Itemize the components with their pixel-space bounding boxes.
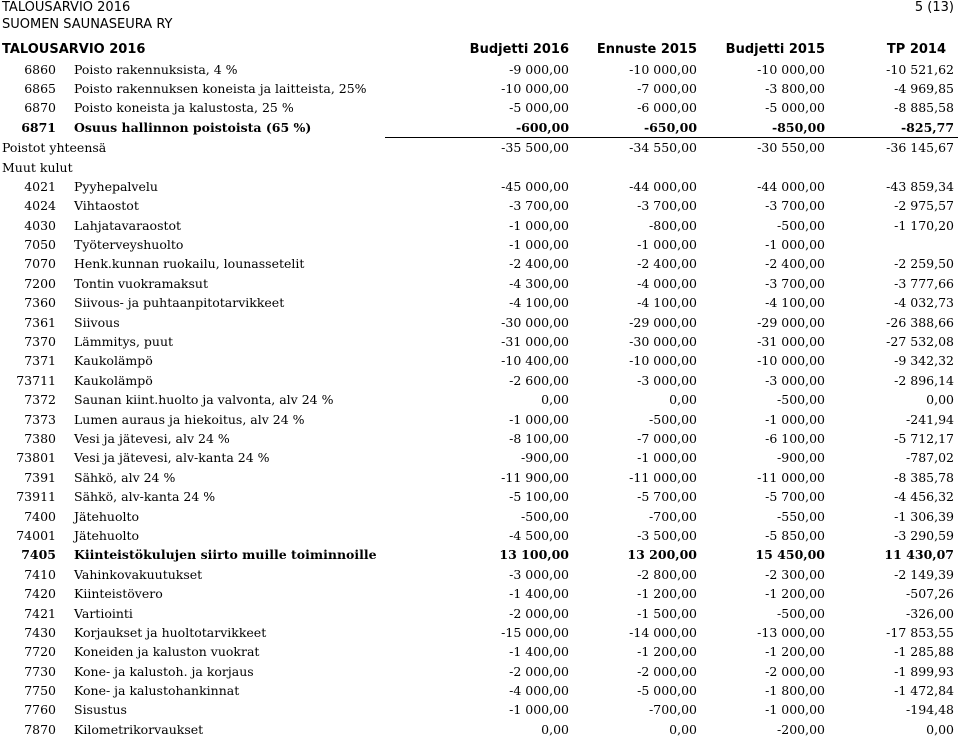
account-name: Kilometrikorvaukset [74,721,204,737]
table-row [0,157,958,176]
table-row [0,332,958,351]
cell-tp-2014: -8 885,58 [894,100,955,116]
cell-tp-2014: -326,00 [906,605,955,621]
cell-ennuste-2015: -2 000,00 [637,663,698,679]
cell-budjetti-2016: -3 700,00 [509,198,570,214]
cell-budjetti-2015: -850,00 [699,118,827,138]
account-code: 7720 [24,644,56,660]
account-code: 74001 [16,527,56,543]
cell-budjetti-2015: -3 700,00 [765,198,826,214]
table-row [0,390,958,409]
table-row [0,59,958,78]
table-row [0,603,958,622]
cell-tp-2014: -1 899,93 [894,663,955,679]
section-label: Muut kulut [2,159,73,175]
table-row [0,371,958,390]
account-code: 7430 [24,624,56,640]
table-row [0,429,958,448]
cell-budjetti-2016: -2 000,00 [509,605,570,621]
table-row [0,565,958,584]
account-name: Saunan kiint.huolto ja valvonta, alv 24 % [74,392,334,408]
cell-budjetti-2015: -6 100,00 [765,431,826,446]
cell-budjetti-2016: -1 000,00 [509,217,570,233]
account-code: 7380 [24,431,56,446]
cell-ennuste-2015: -11 000,00 [629,469,698,485]
cell-tp-2014: -5 712,17 [894,431,955,446]
account-name: Lahjatavaraostot [74,217,182,233]
table-row [0,137,958,157]
cell-budjetti-2015: -5 000,00 [765,100,826,116]
cell-ennuste-2015: -44 000,00 [629,178,698,194]
organization-name: SUOMEN SAUNASEURA RY [2,17,173,32]
cell-budjetti-2016: -1 400,00 [509,644,570,660]
account-code: 6860 [24,61,56,77]
cell-budjetti-2016: -1 000,00 [509,411,570,427]
account-name: Kone- ja kalustoh. ja korjaus [74,663,254,679]
account-name: Henk.kunnan ruokailu, lounassetelit [74,256,305,272]
cell-budjetti-2016: -4 500,00 [509,527,570,543]
account-name: Kiinteistövero [74,586,163,602]
cell-budjetti-2016: -8 100,00 [509,431,570,446]
cell-budjetti-2016: -500,00 [521,508,570,524]
account-name: Poisto rakennuksen koneista ja laitteista, 25% [74,80,367,96]
table-row [0,720,958,739]
account-name: Vesi ja jätevesi, alv-kanta 24 % [74,450,270,466]
cell-budjetti-2015: -5 700,00 [765,489,826,505]
cell-budjetti-2016: -600,00 [385,118,571,138]
cell-ennuste-2015: -3 500,00 [637,527,698,543]
table-row [0,584,958,603]
cell-budjetti-2016: -5 100,00 [509,489,570,505]
account-code: 7370 [24,334,56,350]
account-name: Sähkö, alv 24 % [74,469,176,485]
account-name: Korjaukset ja huoltotarvikkeet [74,624,267,640]
account-name: Siivous [74,314,120,330]
cell-budjetti-2015: -550,00 [777,508,826,524]
account-code: 7870 [24,721,56,737]
account-name: Työterveyshuolto [74,237,184,253]
cell-budjetti-2015: -44 000,00 [757,178,826,194]
cell-ennuste-2015: -5 000,00 [637,683,698,699]
cell-tp-2014: -1 170,20 [894,217,955,233]
column-header-budjetti-2016: Budjetti 2016 [469,42,570,58]
empty-cell [385,157,958,176]
cell-ennuste-2015: -700,00 [649,702,698,718]
account-name: Pyyhepalvelu [74,178,158,194]
table-row [0,177,958,196]
cell-budjetti-2015: -4 100,00 [765,295,826,311]
cell-budjetti-2016: -4 100,00 [509,295,570,311]
cell-tp-2014: -27 532,08 [886,334,955,350]
account-name: Kone- ja kalustohankinnat [74,683,240,699]
cell-tp-2014: -4 969,85 [894,80,955,96]
cell-tp-2014: -8 385,78 [894,469,955,485]
cell-budjetti-2015: -1 800,00 [765,683,826,699]
cell-budjetti-2015: -1 000,00 [765,702,826,718]
cell-budjetti-2016: -35 500,00 [501,140,570,156]
cell-budjetti-2015: -2 000,00 [765,663,826,679]
cell-budjetti-2015: -13 000,00 [757,624,826,640]
cell-ennuste-2015: 0,00 [669,392,698,408]
cell-ennuste-2015: 0,00 [669,721,698,737]
cell-ennuste-2015: -3 700,00 [637,198,698,214]
cell-budjetti-2015: -900,00 [777,450,826,466]
cell-budjetti-2015: -1 200,00 [765,644,826,660]
cell-budjetti-2015: -500,00 [777,392,826,408]
account-name: Poisto koneista ja kalustosta, 25 % [74,100,294,116]
cell-ennuste-2015: -5 700,00 [637,489,698,505]
cell-ennuste-2015: -2 400,00 [637,256,698,272]
table-row [0,274,958,293]
account-name: Vahinkovakuutukset [74,566,203,582]
table-row [0,79,958,98]
account-code: 7050 [24,237,56,253]
cell-budjetti-2016: 13 100,00 [499,547,570,563]
cell-tp-2014: -3 290,59 [894,527,955,543]
cell-ennuste-2015: -14 000,00 [629,624,698,640]
cell-budjetti-2016: -1 000,00 [509,237,570,253]
account-code: 4024 [24,198,56,214]
cell-tp-2014: 0,00 [926,392,955,408]
account-code: 7373 [24,411,56,427]
cell-budjetti-2015: -200,00 [777,721,826,737]
budget-table [0,40,958,739]
cell-ennuste-2015: -1 200,00 [637,644,698,660]
table-row [0,196,958,215]
cell-tp-2014: -2 149,39 [894,566,955,582]
cell-tp-2014: -17 853,55 [886,624,955,640]
cell-budjetti-2016: -900,00 [521,450,570,466]
cell-tp-2014: -9 342,32 [894,353,955,369]
cell-budjetti-2016: -2 000,00 [509,663,570,679]
cell-tp-2014: -787,02 [906,450,955,466]
account-code: 7410 [24,566,56,582]
account-code: 7760 [24,702,56,718]
cell-budjetti-2015: -3 000,00 [765,372,826,388]
document-title: TALOUSARVIO 2016 [2,0,131,15]
account-name: Sisustus [74,702,127,718]
account-code: 4030 [24,217,56,233]
cell-budjetti-2016: -9 000,00 [509,61,570,77]
cell-ennuste-2015: -1 200,00 [637,586,698,602]
cell-tp-2014: -825,77 [827,118,958,138]
account-name: Tontin vuokramaksut [74,275,208,291]
table-row [0,216,958,235]
cell-ennuste-2015: -10 000,00 [629,61,698,77]
cell-tp-2014: -26 388,66 [886,314,955,330]
cell-budjetti-2016: -31 000,00 [501,334,570,350]
cell-budjetti-2015: -2 300,00 [765,566,826,582]
table-row [0,254,958,273]
cell-budjetti-2016: -5 000,00 [509,100,570,116]
cell-ennuste-2015: -4 000,00 [637,275,698,291]
table-body [0,59,958,739]
account-code: 7200 [24,275,56,291]
cell-budjetti-2015: -11 000,00 [757,469,826,485]
account-name: Koneiden ja kaluston vuokrat [74,644,260,660]
cell-ennuste-2015: -7 000,00 [637,431,698,446]
account-code: 6871 [21,120,56,135]
table-row [0,681,958,700]
cell-budjetti-2015: -10 000,00 [757,353,826,369]
cell-budjetti-2016: -2 600,00 [509,372,570,388]
cell-ennuste-2015: -34 550,00 [629,140,698,156]
cell-ennuste-2015: -29 000,00 [629,314,698,330]
cell-ennuste-2015: -6 000,00 [637,100,698,116]
cell-budjetti-2015: -1 000,00 [765,411,826,427]
cell-budjetti-2016: -4 000,00 [509,683,570,699]
cell-tp-2014: -4 032,73 [894,295,955,311]
cell-budjetti-2016: -45 000,00 [501,178,570,194]
table-row [0,623,958,642]
account-code: 7405 [21,547,56,563]
account-code: 7372 [24,392,56,408]
account-name: Osuus hallinnon poistoista (65 %) [74,120,312,135]
account-name: Vihtaostot [74,198,139,214]
cell-tp-2014: -2 975,57 [894,198,955,214]
cell-budjetti-2015: -10 000,00 [757,61,826,77]
table-row [0,487,958,506]
cell-tp-2014: -43 859,34 [886,178,955,194]
cell-ennuste-2015: -650,00 [571,118,699,138]
cell-budjetti-2016: -11 900,00 [501,469,570,485]
account-code: 73911 [16,489,56,505]
cell-budjetti-2016: -1 000,00 [509,702,570,718]
cell-budjetti-2015: -500,00 [777,217,826,233]
table-row [0,409,958,428]
column-header-title: TALOUSARVIO 2016 [2,42,146,58]
cell-ennuste-2015: -2 800,00 [637,566,698,582]
cell-ennuste-2015: 13 200,00 [627,547,698,563]
cell-tp-2014: -1 285,88 [894,644,955,660]
cell-budjetti-2016: -10 400,00 [501,353,570,369]
cell-ennuste-2015: -10 000,00 [629,353,698,369]
cell-budjetti-2015: -1 200,00 [765,586,826,602]
cell-ennuste-2015: -1 000,00 [637,237,698,253]
table-row [0,235,958,254]
cell-budjetti-2015: -500,00 [777,605,826,621]
column-header-tp-2014: TP 2014 [886,42,947,58]
cell-ennuste-2015: -30 000,00 [629,334,698,350]
table-row [0,351,958,370]
table-row [0,662,958,681]
table-row [0,312,958,331]
cell-tp-2014: -3 777,66 [894,275,955,291]
account-name: Kaukolämpö [74,353,153,369]
cell-budjetti-2016: -10 000,00 [501,80,570,96]
table-row [0,545,958,564]
account-name: Kiinteistökulujen siirto muille toiminnoille [74,547,377,563]
cell-tp-2014: -2 259,50 [894,256,955,272]
cell-budjetti-2015: -31 000,00 [757,334,826,350]
account-code: 7730 [24,663,56,679]
cell-ennuste-2015: -4 100,00 [637,295,698,311]
cell-budjetti-2015: -29 000,00 [757,314,826,330]
cell-tp-2014: -241,94 [906,411,955,427]
column-header-budjetti-2015: Budjetti 2015 [725,42,826,58]
table-row [0,506,958,525]
table-row [0,700,958,719]
cell-budjetti-2015: -1 000,00 [765,237,826,253]
account-code: 7391 [24,469,56,485]
account-code: 7371 [24,353,56,369]
table-row [0,642,958,661]
cell-tp-2014: -4 456,32 [894,489,955,505]
table-row [0,118,958,138]
account-code: 6870 [24,100,56,116]
cell-tp-2014: 11 430,07 [884,547,955,563]
cell-tp-2014: -507,26 [906,586,955,602]
cell-ennuste-2015: -1 500,00 [637,605,698,621]
account-name: Lämmitys, puut [74,334,174,350]
account-name: Vesi ja jätevesi, alv 24 % [74,431,230,446]
table-row [0,98,958,117]
cell-ennuste-2015: -7 000,00 [637,80,698,96]
table-header-row [0,40,958,59]
cell-budjetti-2016: 0,00 [541,721,570,737]
cell-tp-2014: -1 472,84 [894,683,955,699]
table-row [0,468,958,487]
cell-ennuste-2015: -1 000,00 [637,450,698,466]
account-code: 4021 [24,178,56,194]
cell-tp-2014 [827,235,958,254]
account-code: 73801 [16,450,56,466]
account-code: 6865 [24,80,56,96]
account-code: 7361 [24,314,56,330]
cell-tp-2014: -194,48 [906,702,955,718]
column-header-ennuste-2015: Ennuste 2015 [596,42,698,58]
account-code: 7360 [24,295,56,311]
cell-budjetti-2016: -1 400,00 [509,586,570,602]
account-name: Kaukolämpö [74,372,153,388]
cell-budjetti-2016: 0,00 [541,392,570,408]
account-name: Lumen auraus ja hiekoitus, alv 24 % [74,411,305,427]
cell-budjetti-2016: -15 000,00 [501,624,570,640]
cell-budjetti-2016: -3 000,00 [509,566,570,582]
account-code: 7420 [24,586,56,602]
subtotal-label: Poistot yhteensä [2,139,107,155]
account-code: 7421 [24,605,56,621]
table-row [0,293,958,312]
account-code: 7070 [24,256,56,272]
cell-budjetti-2015: -2 400,00 [765,256,826,272]
cell-tp-2014: 0,00 [926,721,955,737]
cell-ennuste-2015: -500,00 [649,411,698,427]
table-row [0,526,958,545]
cell-tp-2014: -2 896,14 [894,372,955,388]
cell-budjetti-2015: -30 550,00 [757,140,826,156]
table-row [0,448,958,467]
account-code: 7750 [24,683,56,699]
cell-budjetti-2015: -3 700,00 [765,275,826,291]
account-name: Jätehuolto [74,527,140,543]
cell-ennuste-2015: -700,00 [649,508,698,524]
account-name: Siivous- ja puhtaanpitotarvikkeet [74,295,285,311]
account-code: 73711 [16,372,56,388]
cell-tp-2014: -36 145,67 [886,140,955,156]
account-code: 7400 [24,508,56,524]
cell-ennuste-2015: -3 000,00 [637,372,698,388]
cell-tp-2014: -10 521,62 [886,61,955,77]
account-name: Sähkö, alv-kanta 24 % [74,489,216,505]
page-number: 5 (13) [914,0,954,15]
cell-budjetti-2015: -3 800,00 [765,80,826,96]
cell-budjetti-2016: -30 000,00 [501,314,570,330]
cell-tp-2014: -1 306,39 [894,508,955,524]
cell-budjetti-2015: -5 850,00 [765,527,826,543]
account-name: Poisto rakennuksista, 4 % [74,61,238,77]
cell-ennuste-2015: -800,00 [649,217,698,233]
cell-budjetti-2016: -4 300,00 [509,275,570,291]
account-name: Vartiointi [74,605,133,621]
account-name: Jätehuolto [74,508,140,524]
cell-budjetti-2016: -2 400,00 [509,256,570,272]
cell-budjetti-2015: 15 450,00 [755,547,826,563]
